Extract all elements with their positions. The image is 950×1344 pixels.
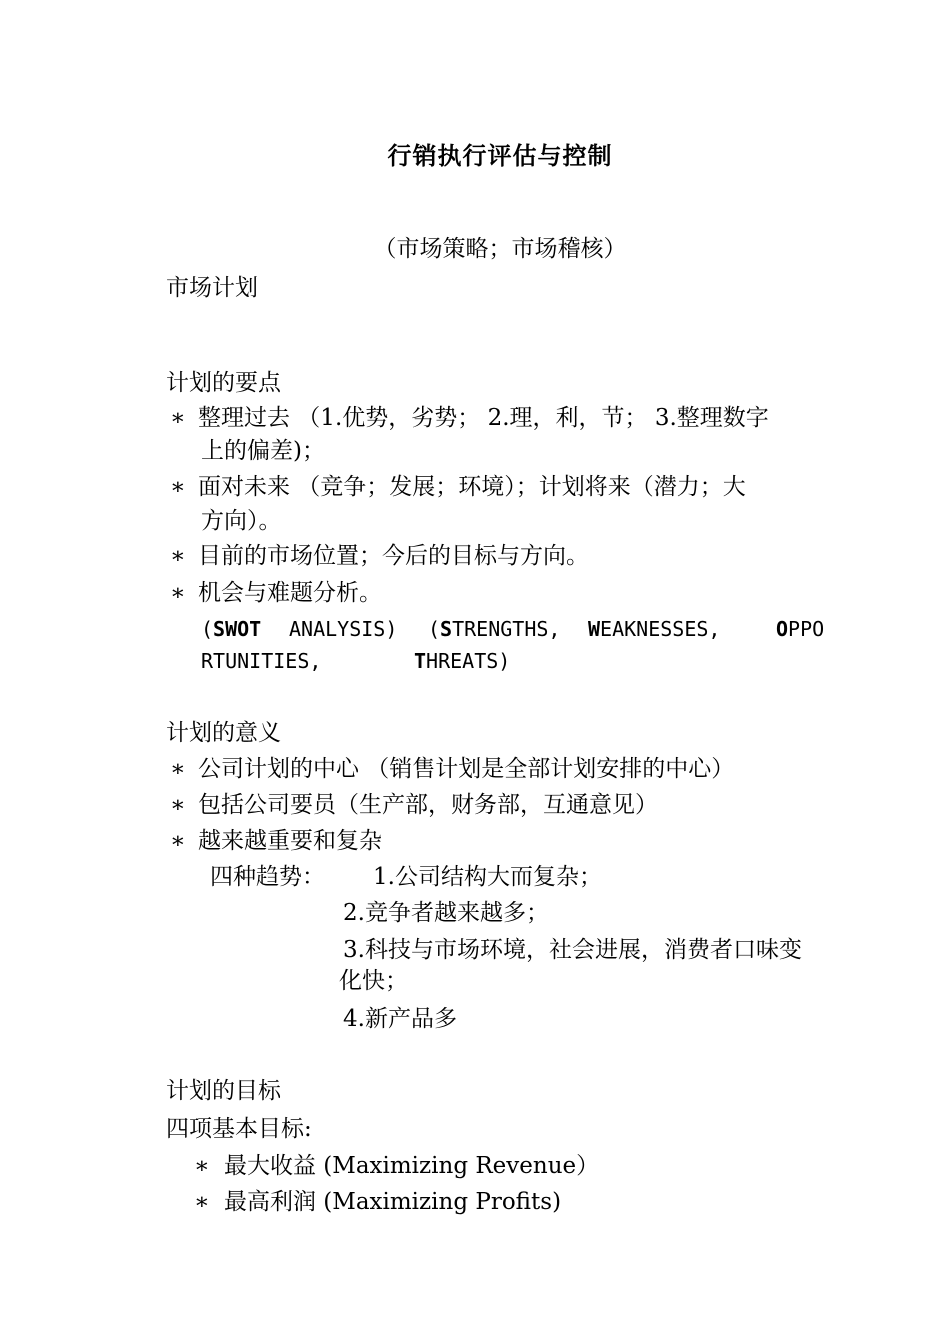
trend-2: 2.竞争者越来越多； [343, 900, 549, 926]
meaning-heading: 计划的意义 [166, 720, 281, 746]
bullet-star-icon: ∗ [194, 1153, 210, 1179]
swot-analysis: ANALYSIS) [289, 617, 398, 641]
swot-line-1: (SWOT [201, 617, 262, 641]
bullet-star-icon: ∗ [170, 405, 186, 431]
bullet-star-icon: ∗ [170, 756, 186, 782]
meaning-item-3: ∗ 越来越重要和复杂 [170, 828, 382, 854]
swot-strengths: (STRENGTHS, [428, 617, 561, 641]
bullet-star-icon: ∗ [194, 1189, 210, 1215]
bullet-star-icon: ∗ [170, 792, 186, 818]
points-item-4 [170, 578, 382, 608]
meaning-item-1: ∗ 公司计划的中心 （销售计划是全部计划安排的中心） [170, 756, 735, 782]
goals-item-1: ∗ 最大收益 (Maximizing Revenue） [194, 1153, 600, 1179]
trend-1: 1.公司结构大而复杂； [373, 864, 602, 890]
goals-item-2: ∗ 最高利润 (Maximizing Profits) [194, 1189, 562, 1215]
swot-oppo: OPPO [776, 617, 825, 641]
trend-3-cont: 化快； [339, 968, 408, 994]
swot-threats: THREATS) [414, 649, 511, 673]
points-item-3-text: 目前的市场位置；今后的目标与方向。 [198, 543, 589, 569]
bullet-star-icon: ∗ [170, 474, 186, 500]
trend-4: 4.新产品多 [343, 1006, 457, 1032]
points-item-1 [170, 403, 769, 433]
goals-subheading: 四项基本目标: [166, 1116, 312, 1142]
points-heading: 计划的要点 [166, 370, 281, 396]
swot-opportunities-cont: RTUNITIES, [201, 649, 322, 673]
points-item-2-cont: 方向）。 [201, 508, 282, 534]
bullet-star-icon: ∗ [170, 543, 186, 569]
trends-label: 四种趋势： [210, 864, 325, 890]
goals-heading: 计划的目标 [166, 1078, 281, 1104]
section-market-plan: 市场计划 [166, 275, 258, 301]
document-subtitle: （市场策略；市场稽核） [373, 236, 627, 262]
points-item-4-text: 机会与难题分析。 [198, 580, 382, 606]
points-item-1-text: 整理过去 （1.优势，劣势； 2.理，利，节； 3.整理数字 [198, 405, 769, 431]
points-item-2 [170, 472, 746, 502]
bullet-star-icon: ∗ [170, 580, 186, 606]
document-title: 行销执行评估与控制 [387, 141, 613, 170]
points-item-3 [170, 541, 589, 571]
meaning-item-2: ∗ 包括公司要员（生产部，财务部，互通意见） [170, 792, 658, 818]
swot-weaknesses: WEAKNESSES, [588, 617, 721, 641]
points-item-1-cont: 上的偏差)； [201, 438, 325, 464]
points-item-2-text: 面对未来 （竞争；发展；环境）；计划将来（潜力；大 [198, 474, 746, 500]
bullet-star-icon: ∗ [170, 828, 186, 854]
trend-3: 3.科技与市场环境，社会进展，消费者口味变 [343, 937, 802, 963]
